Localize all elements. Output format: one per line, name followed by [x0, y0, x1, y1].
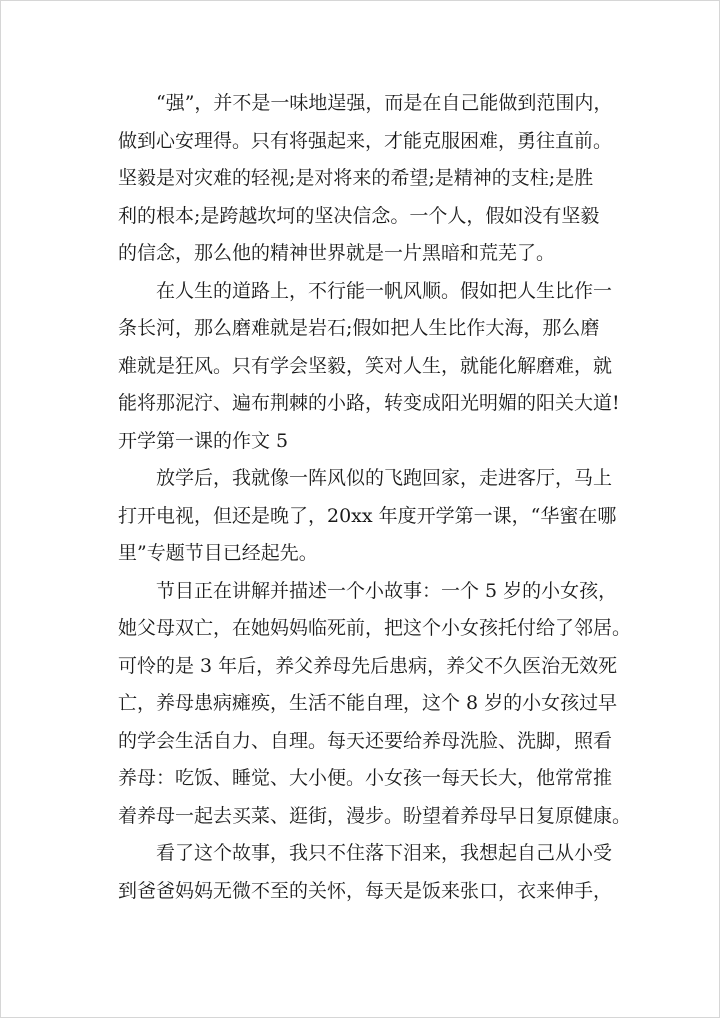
text-line: 坚毅是对灾难的轻视;是对将来的希望;是精神的支柱;是胜: [118, 167, 594, 189]
text-line: 条长河，那么磨难就是岩石;假如把人生比作大海，那么磨: [118, 317, 600, 339]
text-line: 节目正在讲解并描述一个小故事：一个 5 岁的小女孩，: [156, 579, 618, 602]
text-line: “强”，并不是一味地逞强，而是在自己能做到范围内，: [156, 92, 613, 114]
text-line: 里”专题节目已经起先。: [118, 542, 318, 564]
text-line: 打开电视，但还是晚了，20xx 年度开学第一课，“华蜜在哪: [118, 504, 617, 527]
paragraph-life-road: [118, 273, 620, 423]
text-line: 放学后，我就像一阵风似的飞跑回家，走进客厅，马上: [156, 467, 613, 489]
text-line: 看了这个故事，我只不住落下泪来，我想起自己从小受: [156, 842, 613, 864]
paragraph-strength: [118, 85, 611, 273]
document-body: [118, 85, 632, 910]
text-line: 利的根本;是跨越坎坷的坚决信念。一个人，假如没有坚毅: [118, 204, 600, 227]
paragraph-story: [118, 573, 632, 836]
text-line: 能将那泥泞、遍布荆棘的小路，转变成阳光明媚的阳关大道!: [118, 392, 620, 414]
text-line: 难就是狂风。只有学会坚毅，笑对人生，就能化解磨难，就: [118, 354, 613, 377]
text-line: 到爸爸妈妈无微不至的关怀，每天是饭来张口，衣来伸手，: [118, 879, 613, 902]
section-title-text: 开学第一课的作文 5: [118, 429, 289, 452]
section-title: [118, 423, 611, 461]
text-line: 可怜的是 3 年后，养父养母先后患病，养父不久医治无效死: [118, 654, 618, 677]
text-line: 她父母双亡，在她妈妈临死前，把这个小女孩托付给了邻居。: [118, 617, 632, 639]
paragraph-reflection: [118, 835, 611, 910]
text-line: 的信念，那么他的精神世界就是一片黑暗和荒芜了。: [118, 242, 556, 264]
text-line: 着养母一起去买菜、逛街，漫步。盼望着养母早日复原健康。: [118, 804, 632, 827]
text-line: 亡，养母患病瘫痪，生活不能自理，这个 8 岁的小女孩过早: [118, 692, 618, 714]
text-line: 在人生的道路上，不行能一帆风顺。假如把人生比作一: [156, 279, 613, 302]
text-line: 做到心安理得。只有将强起来，才能克服困难，勇往直前。: [118, 129, 613, 152]
paragraph-after-school: [118, 460, 617, 573]
text-line: 的学会生活自力、自理。每天还要给养母洗脸、洗脚，照看: [118, 729, 613, 752]
text-line: 养母：吃饭、睡觉、大小便。小女孩一每天长大，他常常推: [118, 767, 613, 789]
